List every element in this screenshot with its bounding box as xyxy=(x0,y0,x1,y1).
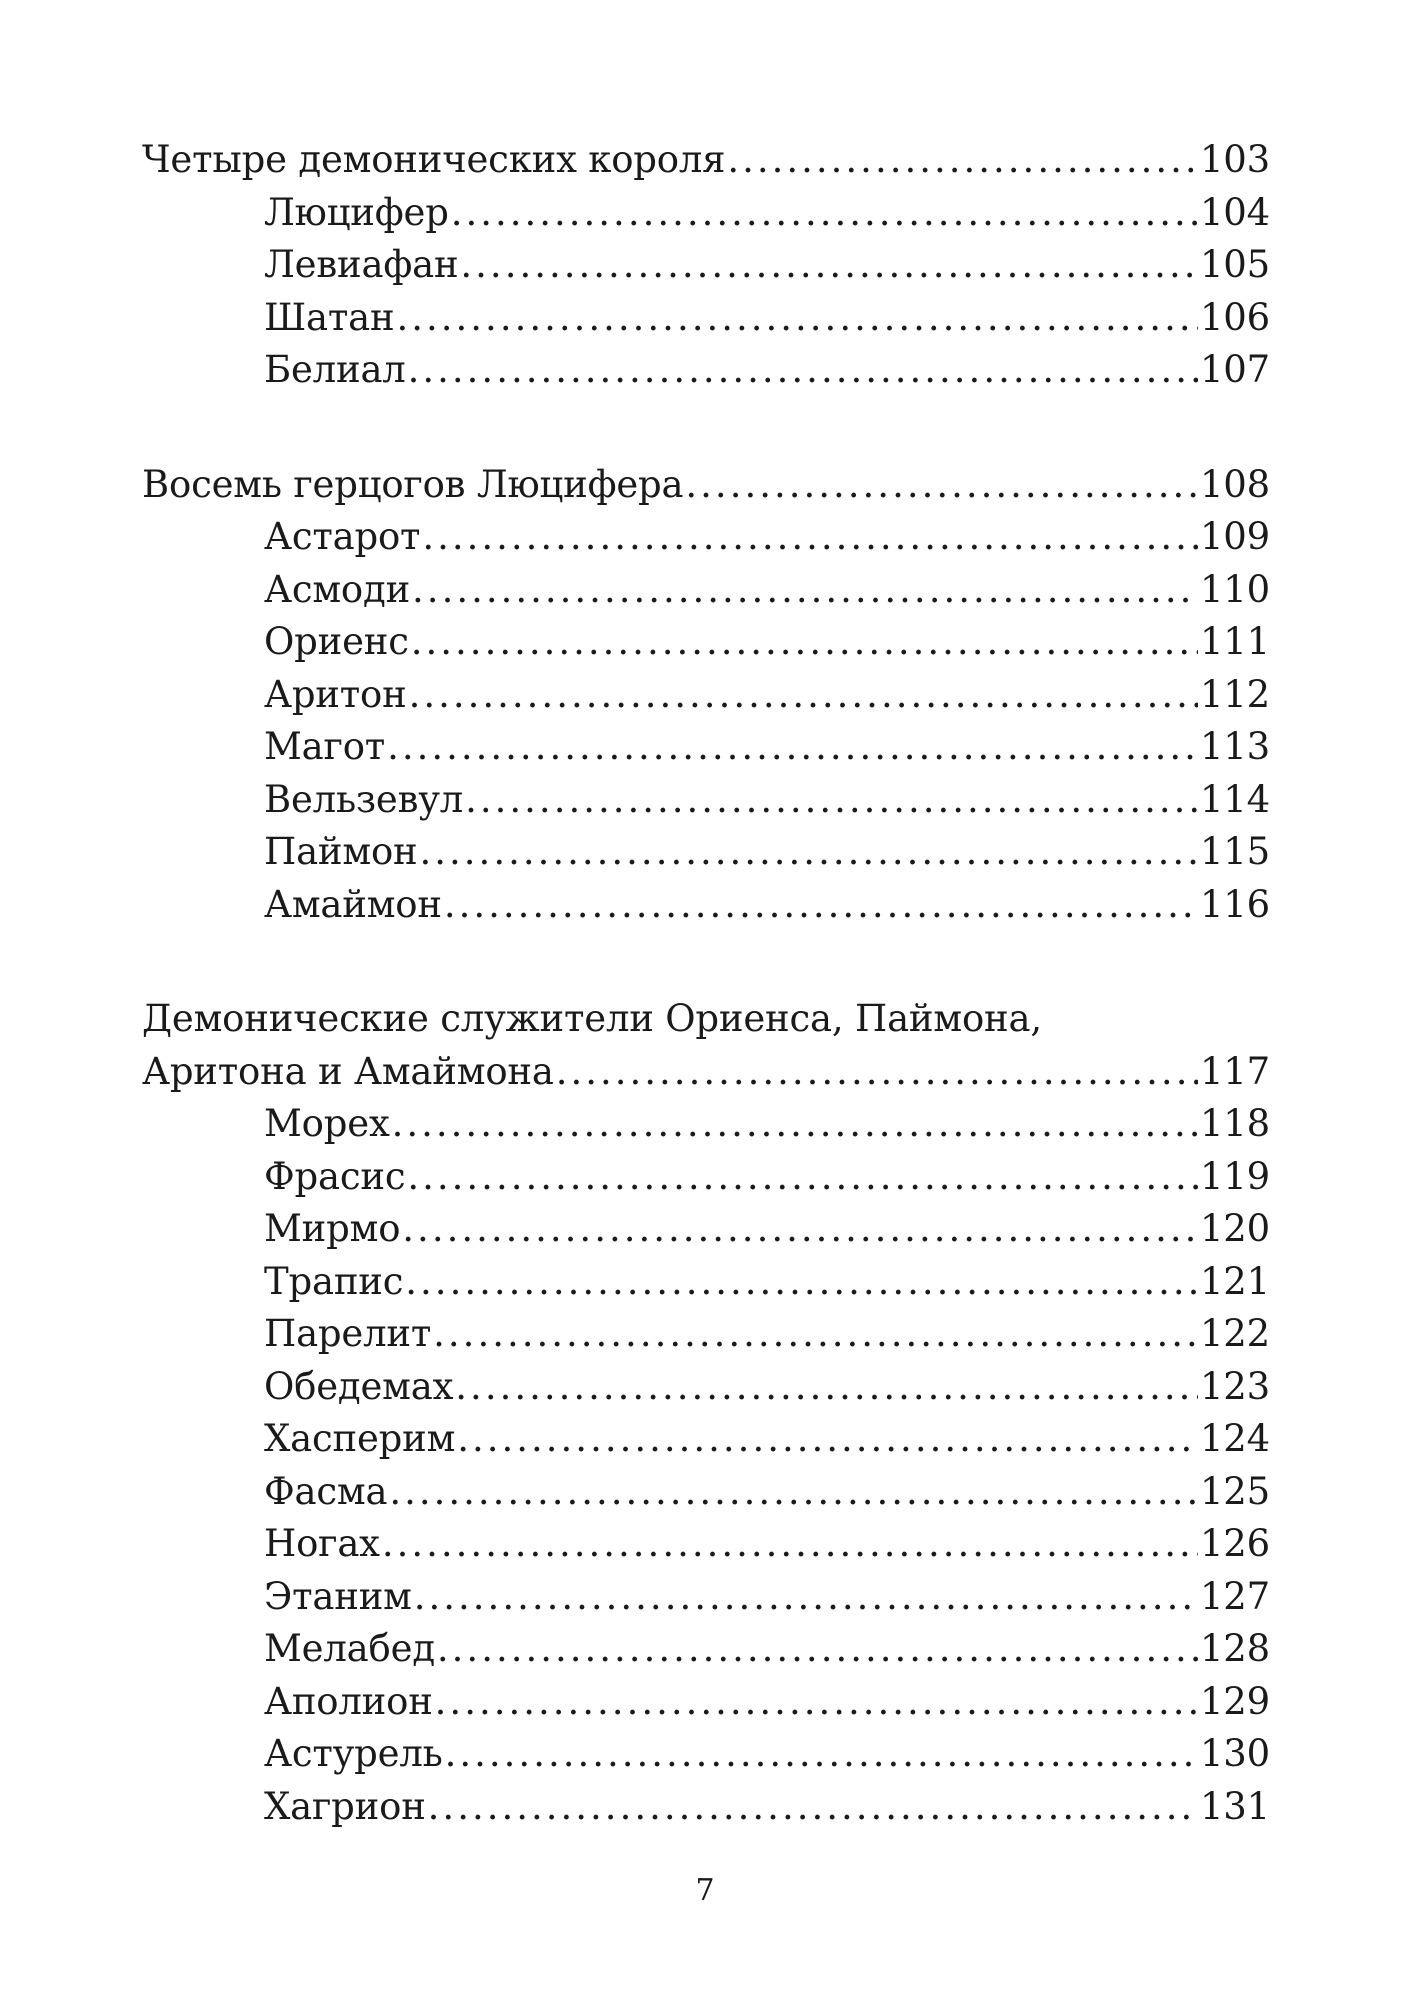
toc-subentry-page: 119 xyxy=(1199,1154,1270,1198)
toc-subentry-page: 128 xyxy=(1199,1627,1270,1670)
toc-entry-title-line1[interactable]: Демонические служители Ориенса, Паймона, xyxy=(142,997,1042,1040)
toc-subentry[interactable] xyxy=(142,1203,1270,1256)
toc-subentry-title: Аполион xyxy=(264,1679,433,1723)
toc-subentry-page: 109 xyxy=(1199,515,1270,558)
toc-subentry-page: 112 xyxy=(1199,672,1270,716)
dot-leader xyxy=(444,879,1198,932)
toc-subentry-page: 131 xyxy=(1199,1784,1270,1828)
toc-entry[interactable] xyxy=(142,134,1270,187)
toc-subentry-page: 120 xyxy=(1199,1207,1270,1250)
toc-subentry-title: Асмоди xyxy=(264,567,411,611)
toc-entry-page: 108 xyxy=(1199,462,1270,506)
toc-subentry-title: Хагрион xyxy=(264,1784,426,1828)
dot-leader xyxy=(392,1098,1198,1151)
toc-subentry[interactable] xyxy=(142,616,1270,669)
toc-subentry-page: 116 xyxy=(1199,882,1270,926)
toc-subentry-page: 113 xyxy=(1199,725,1270,768)
toc-subentry-title: Магот xyxy=(264,725,386,768)
toc-subentry[interactable] xyxy=(142,879,1270,932)
toc-subentry[interactable] xyxy=(142,669,1270,722)
toc-subentry-title: Фрасис xyxy=(264,1154,406,1198)
toc-subentry-title: Астурель xyxy=(264,1732,443,1775)
toc-subentry[interactable] xyxy=(142,187,1270,240)
toc-subentry-page: 105 xyxy=(1199,243,1270,286)
toc-subentry-page: 111 xyxy=(1199,620,1270,663)
toc-subentry-title: Обедемах xyxy=(264,1364,454,1408)
toc-subentry[interactable] xyxy=(142,1781,1270,1834)
dot-leader xyxy=(412,564,1198,617)
toc-subentry-title: Вельзевул xyxy=(264,777,464,821)
toc-subentry-title: Этаним xyxy=(264,1574,412,1618)
toc-subentry[interactable] xyxy=(142,292,1270,345)
toc-subentry-title: Белиал xyxy=(264,348,406,391)
toc-subentry[interactable] xyxy=(142,1256,1270,1309)
dot-leader xyxy=(411,616,1198,669)
toc-subentry-page: 107 xyxy=(1199,348,1270,391)
toc-subentry-title: Трапис xyxy=(264,1259,404,1303)
toc-subentry-page: 126 xyxy=(1199,1522,1270,1565)
dot-leader xyxy=(727,134,1198,187)
toc-subentry[interactable] xyxy=(142,511,1270,564)
toc-section-demon-kings xyxy=(142,134,1270,397)
toc-subentry-title: Паймон xyxy=(264,830,418,873)
toc-subentry[interactable] xyxy=(142,1098,1270,1151)
toc-subentry-title: Хасперим xyxy=(264,1417,456,1460)
toc-entry-page: 117 xyxy=(1199,1049,1270,1093)
toc-subentry-page: 110 xyxy=(1199,567,1270,611)
toc-entry[interactable] xyxy=(142,459,1270,512)
toc-subentry-page: 127 xyxy=(1199,1574,1270,1618)
toc-subentry-page: 121 xyxy=(1199,1259,1270,1303)
toc-subentry-title: Аритон xyxy=(264,672,407,716)
toc-subentry-title: Мелабед xyxy=(264,1627,435,1670)
toc-subentry-page: 129 xyxy=(1199,1679,1270,1723)
dot-leader xyxy=(409,669,1198,722)
toc-subentry[interactable] xyxy=(142,774,1270,827)
toc-section-dukes-of-lucifer xyxy=(142,459,1270,932)
toc-subentry-title: Мирмо xyxy=(264,1207,401,1250)
toc-subentry-page: 122 xyxy=(1199,1312,1270,1355)
toc-subentry[interactable] xyxy=(142,239,1270,292)
toc-subentry[interactable] xyxy=(142,1466,1270,1519)
toc-subentry-page: 104 xyxy=(1199,190,1270,234)
dot-leader xyxy=(445,1728,1198,1781)
toc-subentry[interactable] xyxy=(142,721,1270,774)
toc-subentry-title: Шатан xyxy=(264,295,395,339)
toc-entry-title: Восемь герцогов Люцифера xyxy=(142,462,684,506)
dot-leader xyxy=(396,292,1197,345)
dot-leader xyxy=(435,1676,1198,1729)
dot-leader xyxy=(420,826,1198,879)
toc-subentry-title: Ориенс xyxy=(264,620,409,663)
toc-subentry-title: Морех xyxy=(264,1102,390,1145)
toc-subentry[interactable] xyxy=(142,1571,1270,1624)
toc-subentry-page: 106 xyxy=(1199,295,1270,339)
dot-leader xyxy=(465,774,1198,827)
toc-subentry[interactable] xyxy=(142,344,1270,397)
dot-leader xyxy=(389,1466,1198,1519)
dot-leader xyxy=(556,1046,1198,1099)
toc-subentry[interactable] xyxy=(142,1518,1270,1571)
toc-section-demonic-servants xyxy=(142,993,1270,1833)
dot-leader xyxy=(460,239,1198,292)
dot-leader xyxy=(407,1151,1198,1204)
toc-subentry-title: Левиафан xyxy=(264,243,459,286)
toc-subentry[interactable] xyxy=(142,1413,1270,1466)
toc-subentry[interactable] xyxy=(142,1728,1270,1781)
toc-subentry-title: Парелит xyxy=(264,1312,432,1355)
dot-leader xyxy=(455,1361,1198,1414)
toc-subentry[interactable] xyxy=(142,1676,1270,1729)
dot-leader xyxy=(457,1413,1198,1466)
toc-subentry-page: 125 xyxy=(1199,1469,1270,1513)
toc-entry-page: 103 xyxy=(1199,138,1270,181)
toc-subentry[interactable] xyxy=(142,1361,1270,1414)
toc-subentry[interactable] xyxy=(142,1151,1270,1204)
dot-leader xyxy=(408,344,1198,397)
toc-subentry-title: Люцифер xyxy=(264,190,449,234)
dot-leader xyxy=(422,511,1198,564)
dot-leader xyxy=(405,1256,1198,1309)
dot-leader xyxy=(437,1623,1198,1676)
toc-subentry-page: 123 xyxy=(1199,1364,1270,1408)
toc-subentry-title: Астарот xyxy=(264,515,421,558)
toc-subentry-title: Амаймон xyxy=(264,882,442,926)
dot-leader xyxy=(451,187,1198,240)
toc-subentry-page: 114 xyxy=(1199,777,1270,821)
toc-subentry[interactable] xyxy=(142,1623,1270,1676)
page-number: 7 xyxy=(695,1873,715,1908)
table-of-contents xyxy=(142,134,1270,1895)
dot-leader xyxy=(382,1518,1198,1571)
toc-entry[interactable] xyxy=(142,1046,1270,1099)
toc-subentry-title: Фасма xyxy=(264,1469,388,1513)
toc-subentry[interactable] xyxy=(142,1308,1270,1361)
dot-leader xyxy=(387,721,1198,774)
toc-subentry[interactable] xyxy=(142,826,1270,879)
toc-entry-title-line2: Аритона и Амаймона xyxy=(142,1049,554,1093)
toc-subentry-page: 130 xyxy=(1199,1732,1270,1775)
dot-leader xyxy=(433,1308,1198,1361)
dot-leader xyxy=(428,1781,1198,1834)
toc-subentry-page: 115 xyxy=(1199,830,1270,873)
toc-subentry-page: 124 xyxy=(1199,1417,1270,1460)
toc-subentry[interactable] xyxy=(142,564,1270,617)
toc-subentry-title: Ногах xyxy=(264,1522,380,1565)
dot-leader xyxy=(402,1203,1198,1256)
toc-subentry-page: 118 xyxy=(1199,1102,1270,1145)
dot-leader xyxy=(685,459,1198,512)
dot-leader xyxy=(414,1571,1198,1624)
toc-entry-title: Четыре демонических короля xyxy=(142,138,726,181)
